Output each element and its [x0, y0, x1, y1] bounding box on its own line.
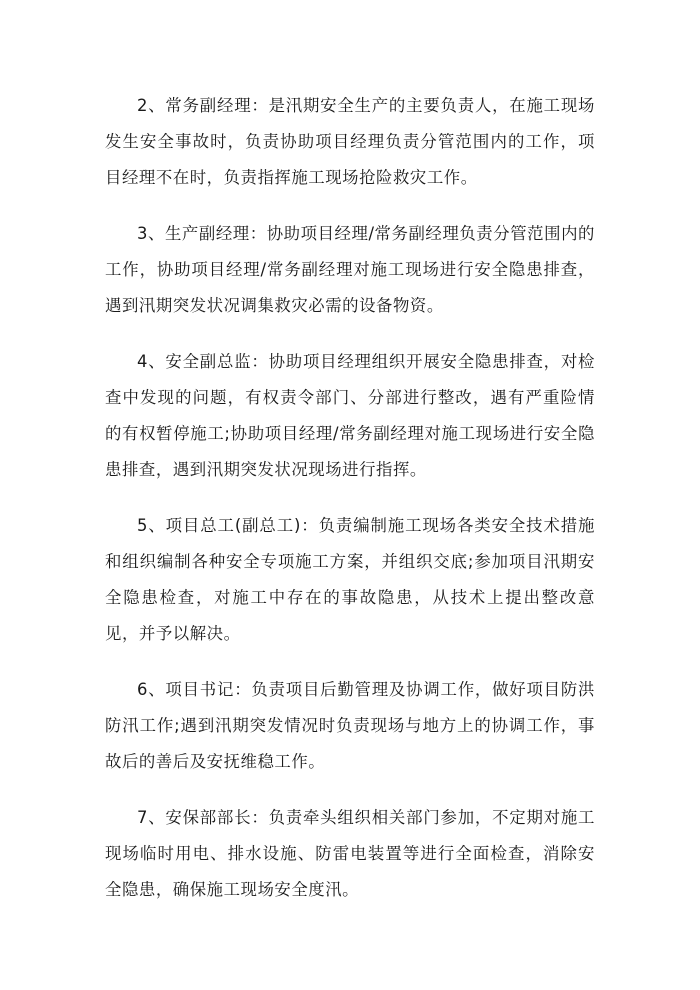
paragraph-chief-engineer: 5、项目总工(副总工)：负责编制施工现场各类安全技术措施和组织编制各种安全专项施工方案，并组织交底;参加项目汛期安全隐患检查，对施工中存在的事故隐患，从技术上提出整改意见，并予以解决。 — [105, 516, 595, 643]
paragraph-safety-deputy-director: 4、安全副总监：协助项目经理组织开展安全隐患排查，对检查中发现的问题，有权责令部门、分部进行整改，遇有严重险情的有权暂停施工;协助项目经理/常务副经理对施工现场进行安全隐患排查，遇到汛期突发状况现场进行指挥。 — [105, 352, 595, 479]
paragraph-executive-deputy-manager: 2、常务副经理：是汛期安全生产的主要负责人，在施工现场发生安全事故时，负责协助项目经理负责分管范围内的工作，项目经理不在时，负责指挥施工现场抢险救灾工作。 — [105, 96, 595, 187]
paragraph-production-deputy-manager: 3、生产副经理：协助项目经理/常务副经理负责分管范围内的工作，协助项目经理/常务副经理对施工现场进行安全隐患排查，遇到汛期突发状况调集救灾必需的设备物资。 — [105, 224, 595, 315]
paragraph-project-secretary: 6、项目书记：负责项目后勤管理及协调工作，做好项目防洪防汛工作;遇到汛期突发情况时负责现场与地方上的协调工作，事故后的善后及安抚维稳工作。 — [105, 680, 595, 771]
paragraph-security-department-head: 7、安保部部长：负责牵头组织相关部门参加，不定期对施工现场临时用电、排水设施、防雷电装置等进行全面检查，消除安全隐患，确保施工现场安全度汛。 — [105, 808, 595, 899]
document-body — [105, 88, 595, 908]
